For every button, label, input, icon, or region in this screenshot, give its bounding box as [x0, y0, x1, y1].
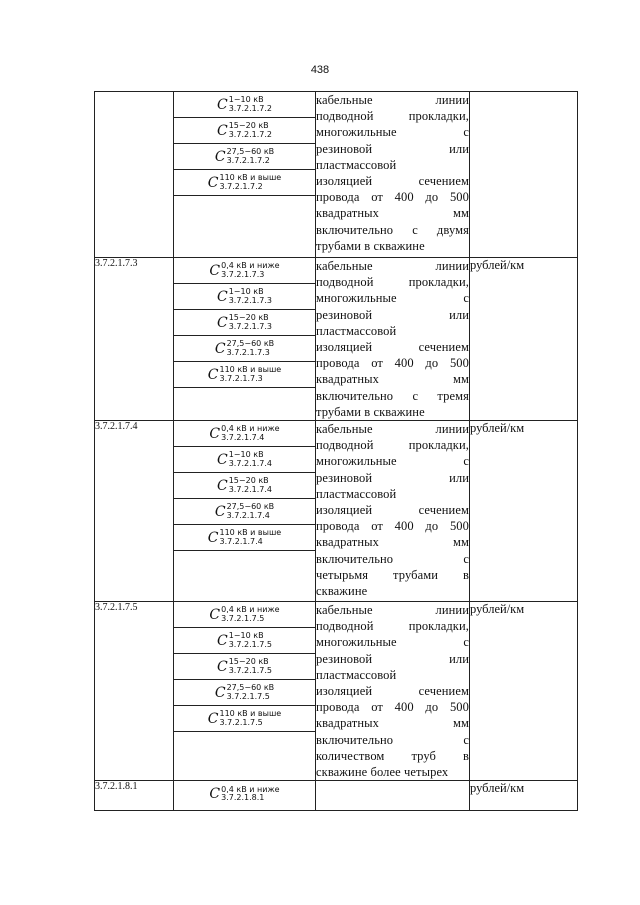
formula-item: [174, 421, 315, 447]
description-line: включительно с тремя: [316, 388, 469, 403]
description-line: кабельные линии: [316, 603, 469, 618]
description-line: включительно с: [316, 551, 469, 566]
description-line: включительно с двумя: [316, 222, 469, 237]
formula-symbol: C: [217, 288, 228, 305]
formula-symbol: C: [217, 122, 228, 139]
formula-index: 3.7.2.1.7.2: [226, 155, 270, 165]
description-line: квадратных мм: [316, 535, 469, 550]
unit-cell: [470, 92, 578, 258]
description-line: изоляцией сечением: [316, 340, 469, 355]
voltage-class: 27,5−60 кВ: [226, 147, 275, 156]
description-line: подводной прокладки,: [316, 109, 469, 124]
voltage-class: 1−10 кВ: [228, 450, 264, 460]
description-line: изоляцией сечением: [316, 174, 469, 189]
table-row: [95, 781, 578, 811]
rate-formula: [217, 632, 272, 649]
formula-symbol: C: [214, 148, 226, 165]
rate-formula: [209, 786, 279, 803]
unit-cell: рублей/км: [470, 781, 578, 811]
formula-symbol: C: [209, 262, 221, 279]
rate-formula: [208, 174, 281, 191]
formula-item: [174, 336, 315, 362]
tariff-table: [94, 91, 578, 811]
description-line: многожильные с: [316, 454, 469, 469]
formula-item: [174, 654, 315, 680]
formula-symbol: C: [217, 477, 228, 494]
formula-symbol: C: [209, 786, 221, 803]
description-line: пластмассовой: [316, 323, 397, 338]
description-line: скважине: [316, 584, 368, 599]
description-line: квадратных мм: [316, 716, 469, 731]
description-cell: [316, 92, 470, 258]
voltage-class: 27,5−60 кВ: [226, 502, 275, 512]
voltage-class: 15−20 кВ: [228, 476, 269, 486]
item-code: 3.7.2.1.8.1: [95, 781, 174, 811]
item-code: [95, 92, 174, 258]
formula-item: [174, 258, 315, 284]
description-line: провода от 400 до 500: [316, 356, 469, 371]
voltage-class: 27,5−60 кВ: [226, 683, 275, 693]
voltage-class: 1−10 кВ: [228, 95, 264, 104]
description-line: количеством труб в: [316, 748, 469, 763]
description-line: изоляцией сечением: [316, 684, 469, 699]
description-line: кабельные линии: [316, 93, 469, 107]
item-code: 3.7.2.1.7.4: [95, 421, 174, 602]
formula-item: [174, 447, 315, 473]
description-line: многожильные с: [316, 291, 469, 306]
rate-formula: [208, 529, 281, 546]
page-number: 438: [310, 64, 330, 76]
formula-index: 3.7.2.1.7.3: [228, 295, 272, 305]
formula-index: 3.7.2.1.7.2: [228, 103, 272, 113]
formula-symbol: C: [207, 366, 219, 383]
table-row: [95, 258, 578, 421]
formula-index: 3.7.2.1.7.5: [226, 691, 270, 701]
voltage-class: 27,5−60 кВ: [226, 339, 275, 348]
table-row: [95, 421, 578, 602]
formula-item: [174, 602, 315, 628]
table-row: [95, 602, 578, 781]
formula-index: 3.7.2.1.7.3: [226, 347, 270, 357]
formula-item: [174, 284, 315, 310]
formula-symbol: C: [217, 632, 228, 649]
formula-symbol: C: [217, 314, 228, 331]
rate-formula: [217, 288, 272, 305]
formula-cell: [174, 781, 316, 811]
rate-formula: [209, 606, 279, 623]
description-line: резиновой или: [316, 470, 469, 485]
description-line: изоляцией сечением: [316, 503, 469, 518]
description-line: подводной прокладки,: [316, 619, 469, 634]
rate-formula: [217, 96, 272, 113]
description-cell: [316, 602, 470, 781]
description-line: кабельные линии: [316, 422, 469, 437]
description-line: трубами в скважине: [316, 238, 425, 253]
description-cell: [316, 258, 470, 421]
voltage-class: 0,4 кВ и ниже: [221, 261, 280, 270]
formula-index: 3.7.2.1.8.1: [221, 793, 265, 803]
voltage-class: 1−10 кВ: [228, 287, 264, 296]
rate-formula: [217, 122, 272, 139]
rate-formula: [217, 314, 272, 331]
description-line: квадратных мм: [316, 206, 469, 221]
formula-symbol: C: [217, 658, 228, 675]
unit-cell: рублей/км: [470, 602, 578, 781]
item-code: 3.7.2.1.7.5: [95, 602, 174, 781]
voltage-class: 110 кВ и выше: [219, 528, 282, 538]
rate-formula: [209, 425, 279, 442]
rate-formula: [215, 340, 274, 357]
formula-symbol: C: [217, 96, 228, 113]
rate-formula: [209, 262, 279, 279]
description-line: резиновой или: [316, 307, 469, 322]
voltage-class: 1−10 кВ: [228, 631, 264, 641]
description-line: многожильные с: [316, 635, 469, 650]
formula-item: [174, 310, 315, 336]
formula-index: 3.7.2.1.7.5: [219, 717, 263, 727]
formula-symbol: C: [214, 684, 226, 701]
description-line: подводной прокладки,: [316, 275, 469, 290]
formula-index: 3.7.2.1.7.2: [219, 181, 263, 191]
voltage-class: 0,4 кВ и ниже: [221, 784, 280, 794]
rate-formula: [215, 148, 274, 165]
description-line: провода от 400 до 500: [316, 700, 469, 715]
voltage-class: 15−20 кВ: [228, 121, 269, 130]
formula-item: [174, 473, 315, 499]
rate-formula: [208, 710, 281, 727]
description-line: резиновой или: [316, 651, 469, 666]
formula-symbol: C: [214, 503, 226, 520]
description-line: пластмассовой: [316, 667, 397, 682]
formula-symbol: C: [207, 529, 219, 546]
voltage-class: 15−20 кВ: [228, 657, 269, 667]
description-line: провода от 400 до 500: [316, 519, 469, 534]
formula-cell: [174, 258, 316, 421]
description-line: резиновой или: [316, 141, 469, 156]
formula-item: [174, 525, 315, 551]
formula-item: [174, 118, 315, 144]
description-line: провода от 400 до 500: [316, 190, 469, 205]
rate-formula: [217, 477, 272, 494]
unit-cell: рублей/км: [470, 421, 578, 602]
description-line: квадратных мм: [316, 372, 469, 387]
description-line: пластмассовой: [316, 157, 397, 172]
rate-formula: [217, 451, 272, 468]
table-row: [95, 92, 578, 258]
formula-item: [174, 706, 315, 732]
rate-formula: [217, 658, 272, 675]
formula-index: 3.7.2.1.7.3: [219, 373, 263, 383]
formula-symbol: C: [214, 340, 226, 357]
formula-item: [174, 680, 315, 706]
formula-cell: [174, 421, 316, 602]
formula-index: 3.7.2.1.7.4: [226, 510, 270, 520]
voltage-class: 110 кВ и выше: [219, 365, 282, 374]
description-line: четырьмя трубами в: [316, 567, 469, 582]
formula-symbol: C: [209, 606, 221, 623]
formula-index: 3.7.2.1.7.4: [228, 484, 272, 494]
voltage-class: 110 кВ и выше: [219, 709, 282, 719]
description-line: кабельные линии: [316, 259, 469, 273]
description-line: подводной прокладки,: [316, 438, 469, 453]
formula-item: [174, 144, 315, 170]
formula-item: [174, 362, 315, 388]
formula-index: 3.7.2.1.7.4: [228, 458, 272, 468]
rate-formula: [208, 366, 281, 383]
voltage-class: 0,4 кВ и ниже: [221, 605, 280, 615]
voltage-class: 0,4 кВ и ниже: [221, 424, 280, 434]
formula-item: [174, 92, 315, 118]
formula-index: 3.7.2.1.7.2: [228, 129, 272, 139]
formula-index: 3.7.2.1.7.4: [221, 432, 265, 442]
formula-symbol: C: [207, 174, 219, 191]
formula-index: 3.7.2.1.7.5: [221, 613, 265, 623]
formula-item: [174, 170, 315, 196]
formula-item: [174, 499, 315, 525]
formula-cell: [174, 602, 316, 781]
rate-formula: [215, 684, 274, 701]
description-cell: [316, 781, 470, 811]
formula-index: 3.7.2.1.7.5: [228, 665, 272, 675]
description-line: пластмассовой: [316, 486, 397, 501]
formula-index: 3.7.2.1.7.3: [221, 269, 265, 279]
description-line: трубами в скважине: [316, 404, 425, 419]
formula-symbol: C: [207, 710, 219, 727]
description-line: многожильные с: [316, 125, 469, 140]
rate-formula: [215, 503, 274, 520]
description-line: скважине более четырех: [316, 765, 449, 780]
unit-cell: рублей/км: [470, 258, 578, 421]
formula-symbol: C: [209, 425, 221, 442]
formula-item: [174, 781, 315, 807]
formula-index: 3.7.2.1.7.3: [228, 321, 272, 331]
formula-symbol: C: [217, 451, 228, 468]
description-cell: [316, 421, 470, 602]
item-code: 3.7.2.1.7.3: [95, 258, 174, 421]
formula-index: 3.7.2.1.7.4: [219, 536, 263, 546]
voltage-class: 15−20 кВ: [228, 313, 269, 322]
formula-item: [174, 628, 315, 654]
formula-index: 3.7.2.1.7.5: [228, 639, 272, 649]
description-line: включительно с: [316, 732, 469, 747]
formula-cell: [174, 92, 316, 258]
voltage-class: 110 кВ и выше: [219, 173, 282, 182]
